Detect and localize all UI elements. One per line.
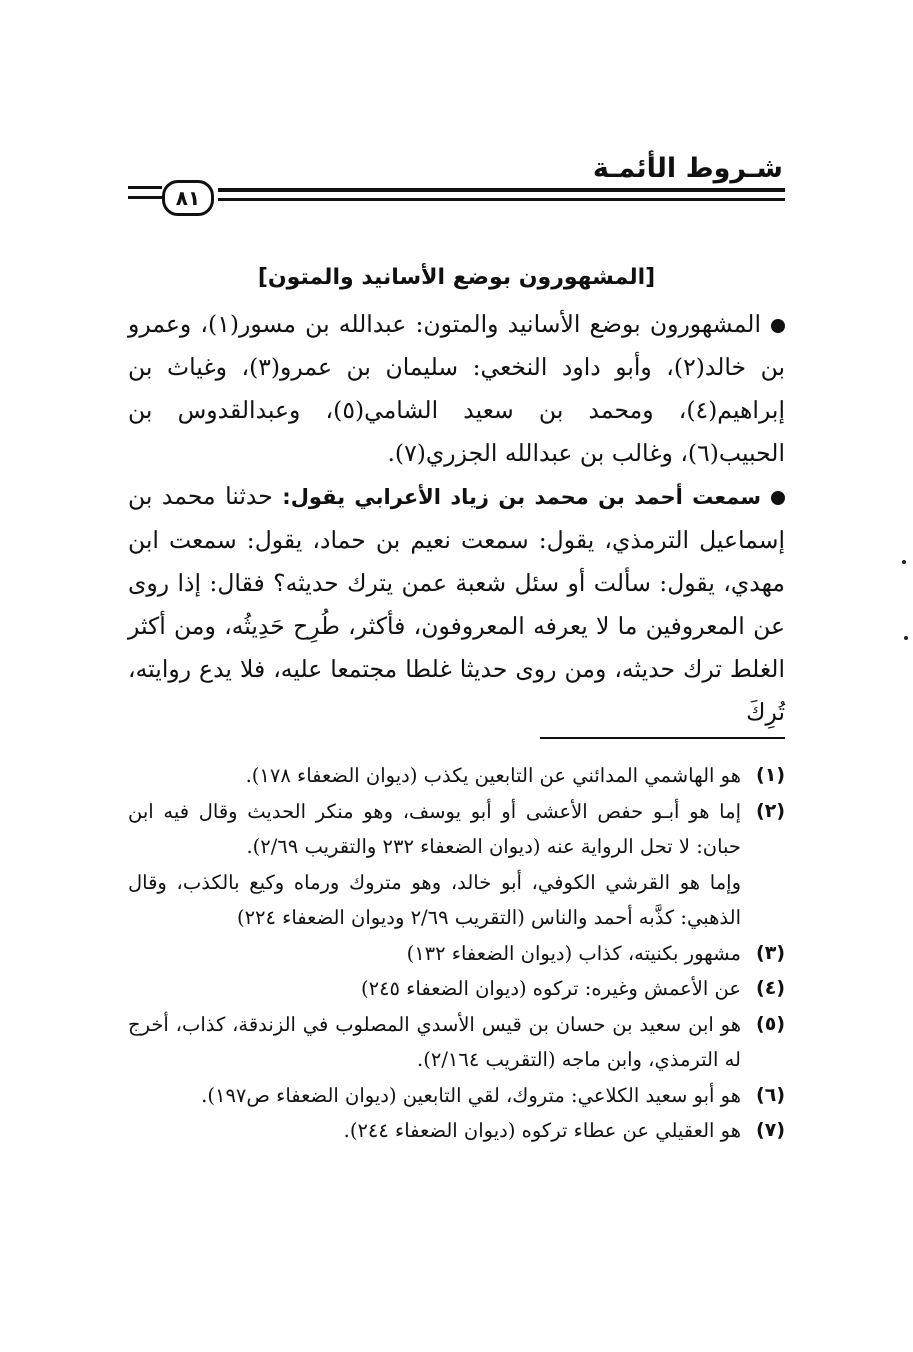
footnote-number: (٤)	[756, 977, 785, 999]
footnote-text: عن الأعمش وغيره: تركوه (ديوان الضعفاء ٢٤٥)	[361, 977, 741, 1000]
footnote-7	[128, 1113, 785, 1149]
footnote-4	[128, 971, 785, 1007]
footnote-1	[128, 758, 785, 794]
footnote-text: هو العقيلي عن عطاء تركوه (ديوان الضعفاء ٢٤٤).	[343, 1119, 741, 1142]
paragraph-2-lead: سمعت أحمد بن محمد بن زياد الأعرابي يقول:	[282, 485, 761, 509]
footnote-text: هو الهاشمي المدائني عن التابعين يكذب (ديوان الضعفاء ١٧٨).	[245, 764, 741, 787]
page-number: ٨١	[175, 186, 201, 210]
footnote-5	[128, 1007, 785, 1078]
footnote-number: (٢)	[756, 799, 785, 822]
header-rule-left-bottom	[128, 196, 162, 199]
footnote-text: إما هو أبـو حفص الأعشى أو أبو يوسف، وهو منكر الحديث وقال فيه ابن حبان: لا تحل الرواية عنه (ديوان الضعفاء ٢٣٢ والتقريب ٢/٦٩).	[128, 799, 741, 858]
footnote-text: مشهور بكنيته، كذاب (ديوان الضعفاء ١٣٢)	[406, 941, 741, 965]
footnote-6	[128, 1078, 785, 1114]
footnotes	[128, 758, 785, 1149]
header-rule-bottom	[218, 198, 785, 201]
section-heading: [المشهورون بوضع الأسانيد والمتون]	[257, 265, 656, 290]
paragraph-2	[128, 475, 785, 734]
running-title: شـروط الأئمـة	[592, 153, 783, 184]
footnote-separator	[540, 737, 785, 739]
footnote-number: (٥)	[756, 1012, 785, 1035]
paragraph-1	[128, 303, 785, 475]
header-rule-top	[218, 188, 785, 192]
footnote-2	[128, 794, 785, 865]
footnote-3	[128, 936, 785, 972]
footnote-text: هو أبو سعيد الكلاعي: متروك، لقي التابعين (ديوان الضعفاء ص١٩٧).	[201, 1083, 741, 1107]
bullet-icon	[771, 319, 785, 333]
footnote-number: (٦)	[756, 1083, 785, 1106]
footnote-2-continuation: وإما هو القرشي الكوفي، أبو خالد، وهو متروك ورماه وكيع بالكذب، وقال الذهبي: كذَّبه أحمد والناس (التقريب ٢/٦٩ وديوان الضعفاء ٢٢٤)	[128, 870, 741, 929]
scan-speck	[904, 636, 908, 640]
paragraph-1-text: المشهورون بوضع الأسانيد والمتون: عبدالله بن مسور(١)، وعمرو بن خالد(٢)، وأبو داود النخعي: سليمان بن عمرو(٣)، وغياث بن إبراهيم(٤)، ومحمد بن سعيد الشامي(٥)، وعبدالقدوس بن الحبيب(٦)، وغالب بن عبدالله الجزري(٧).	[128, 310, 785, 467]
footnote-text: هو ابن سعيد بن حسان بن قيس الأسدي المصلوب في الزندقة، كذاب، أخرج له الترمذي، وابن ماجه (التقريب ٢/١٦٤).	[128, 1012, 741, 1071]
footnote-number: (٧)	[756, 1119, 785, 1141]
paragraph-2-text: حدثنا محمد بن إسماعيل الترمذي، يقول: سمعت نعيم بن حماد، يقول: سمعت ابن مهدي، يقول: سألت أو سئل شعبة عمن يترك حديثه؟ فقال: إذا روى عن المعروفين ما لا يعرفه المعروفون، فأكثر، طُرِح حَدِيثُه، ومن أكثر الغلط ترك حديثه، ومن روى حديثا غلطا مجتمعا عليه، فلا يدع روايته، تُرِكَ	[128, 482, 785, 726]
scan-speck	[902, 560, 906, 564]
footnote-number: (٣)	[756, 941, 785, 964]
header-rule-left-top	[128, 186, 162, 189]
bullet-icon	[771, 491, 785, 505]
page-number-badge	[162, 180, 214, 216]
footnote-number: (١)	[756, 764, 785, 786]
